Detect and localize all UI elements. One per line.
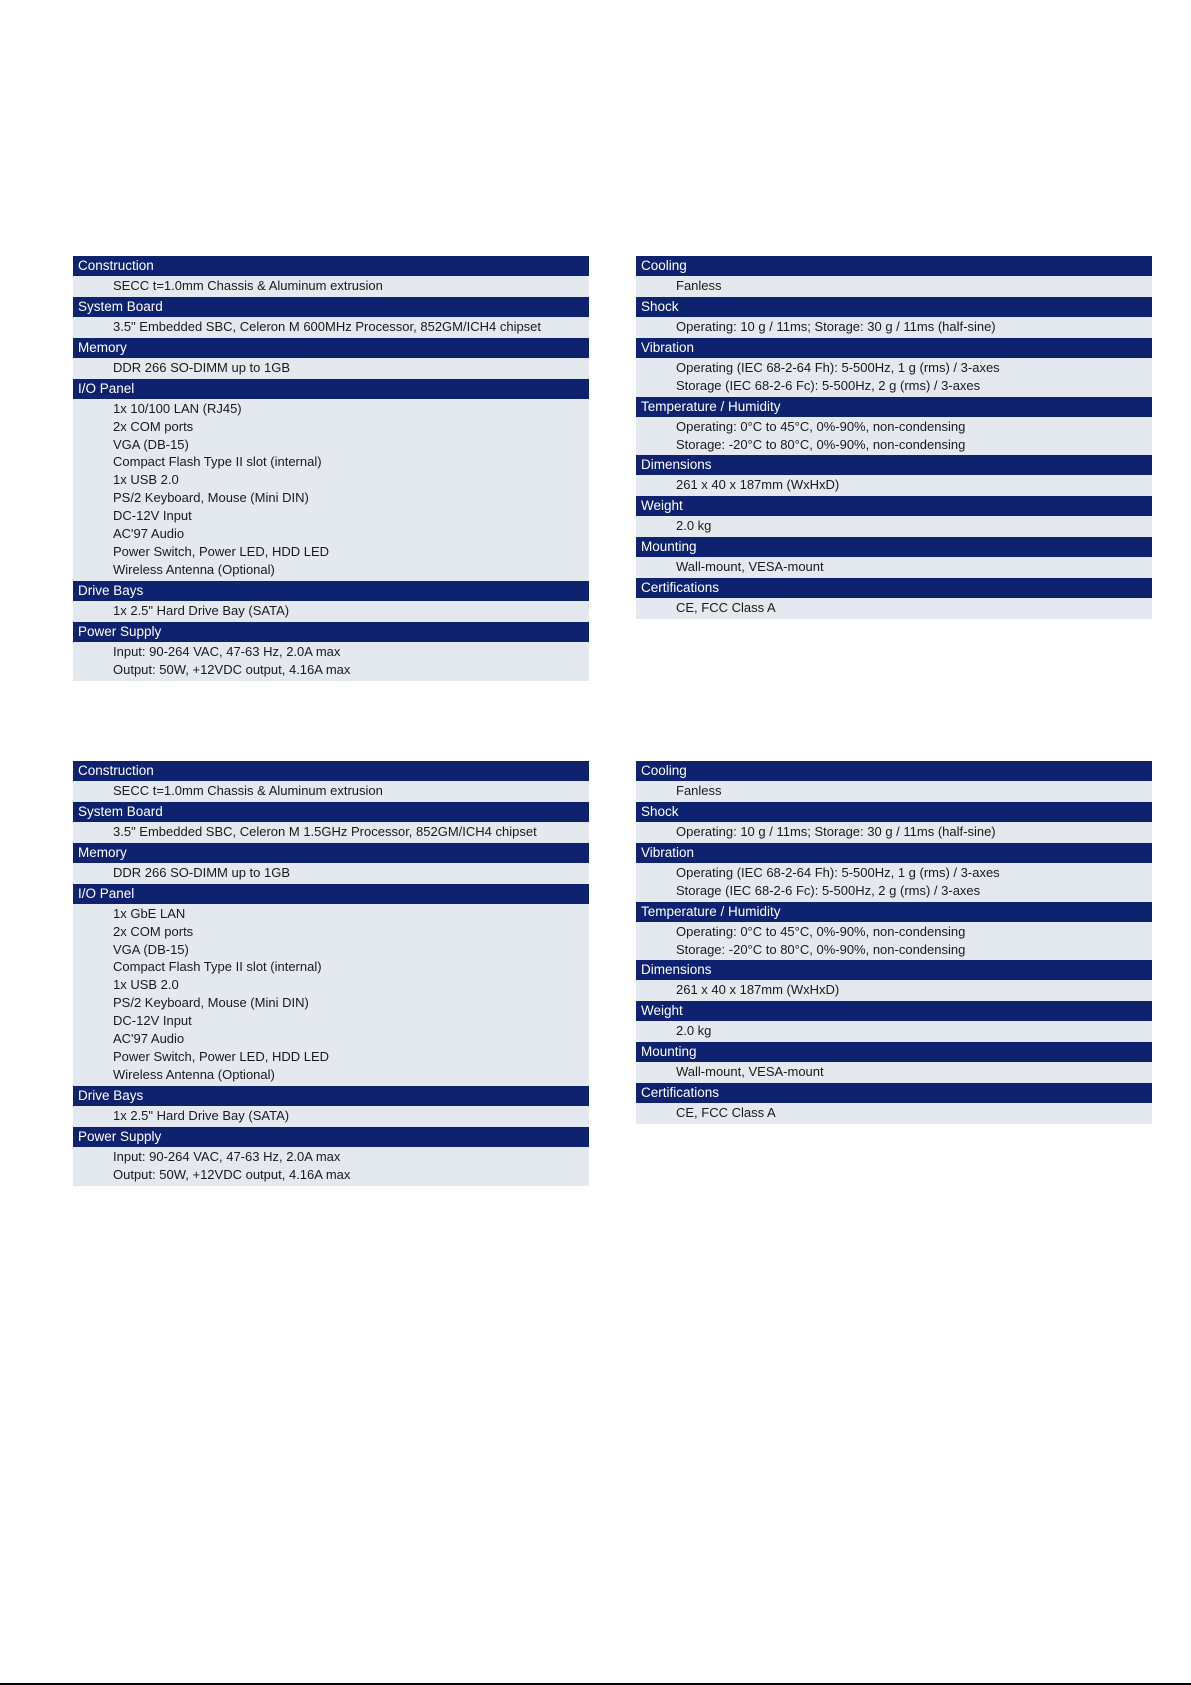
spec-section: [636, 802, 1152, 843]
spec-section-header: I/O Panel: [73, 884, 589, 904]
spec-line: Wall-mount, VESA-mount: [676, 1064, 824, 1080]
spec-line: DC-12V Input: [113, 1013, 192, 1029]
spec-section-body: [636, 922, 1152, 961]
spec-line: CE, FCC Class A: [676, 1105, 776, 1121]
spec-line: 2x COM ports: [113, 418, 194, 434]
spec-section-header: Power Supply: [73, 1127, 589, 1147]
spec-line: PS/2 Keyboard, Mouse (Mini DIN): [113, 490, 309, 506]
spec-section-header: Power Supply: [73, 622, 589, 642]
spec-section-body: [73, 863, 589, 884]
spec-section-header: I/O Panel: [73, 379, 589, 399]
spec-section: [73, 622, 589, 681]
spec-line: Operating: 0°C to 45°C, 0%-90%, non-condensing: [676, 418, 966, 434]
spec-section: [73, 338, 589, 379]
spec-section-header: Memory: [73, 843, 589, 863]
spec-line: Operating: 10 g / 11ms; Storage: 30 g / 11ms (half-sine): [676, 823, 996, 839]
spec-line: 1x 2.5" Hard Drive Bay (SATA): [113, 1107, 290, 1123]
spec-line: Storage: -20°C to 80°C, 0%-90%, non-condensing: [676, 436, 966, 452]
spec-section-header: System Board: [73, 297, 589, 317]
spec-section-body: [73, 399, 589, 581]
spec-section-body: [636, 317, 1152, 338]
spec-section-body: [636, 1062, 1152, 1083]
spec-line: Fanless: [676, 783, 722, 798]
spec-section-body: [636, 557, 1152, 578]
spec-section: [73, 761, 589, 802]
spec-section-body: [636, 417, 1152, 456]
spec-section: [73, 256, 589, 297]
spec-section: [73, 843, 589, 884]
spec-section: [73, 581, 589, 622]
spec-line: 2x COM ports: [113, 923, 194, 939]
spec-line: DC-12V Input: [113, 508, 192, 524]
spec-section-body: [73, 1147, 589, 1186]
spec-line: Operating (IEC 68-2-64 Fh): 5-500Hz, 1 g (rms) / 3-axes: [676, 864, 1000, 880]
spec-line: SECC t=1.0mm Chassis & Aluminum extrusion: [113, 278, 383, 293]
spec-line: 1x USB 2.0: [113, 472, 179, 488]
spec-line: 1x 2.5" Hard Drive Bay (SATA): [113, 602, 290, 618]
spec-line: 1x USB 2.0: [113, 977, 179, 993]
spec-section-body: [73, 642, 589, 681]
spec-line: Input: 90-264 VAC, 47-63 Hz, 2.0A max: [113, 1148, 341, 1164]
spec-section-body: [636, 781, 1152, 802]
spec-section-header: Weight: [636, 1001, 1152, 1021]
spec-section-header: Dimensions: [636, 960, 1152, 980]
spec-table: [73, 256, 589, 681]
spec-table: [73, 761, 589, 1186]
spec-line: Operating: 10 g / 11ms; Storage: 30 g / 11ms (half-sine): [676, 318, 996, 334]
spec-line: 2.0 kg: [676, 518, 712, 534]
spec-section: [636, 455, 1152, 496]
spec-line: DDR 266 SO-DIMM up to 1GB: [113, 359, 290, 375]
spec-section: [636, 338, 1152, 397]
spec-section: [73, 297, 589, 338]
spec-section-header: Cooling: [636, 256, 1152, 276]
spec-line: Wall-mount, VESA-mount: [676, 559, 824, 575]
spec-line: Operating: 0°C to 45°C, 0%-90%, non-condensing: [676, 923, 966, 939]
spec-section: [636, 1083, 1152, 1124]
spec-section-header: Mounting: [636, 537, 1152, 557]
spec-section-header: Certifications: [636, 1083, 1152, 1103]
spec-section-header: Memory: [73, 338, 589, 358]
spec-section-body: [636, 598, 1152, 619]
spec-line: 1x GbE LAN: [113, 905, 186, 921]
spec-line: Compact Flash Type II slot (internal): [113, 454, 322, 470]
spec-line: Wireless Antenna (Optional): [113, 1066, 275, 1082]
spec-section-body: [636, 276, 1152, 297]
spec-line: PS/2 Keyboard, Mouse (Mini DIN): [113, 995, 309, 1011]
spec-section: [636, 397, 1152, 456]
spec-section-header: Temperature / Humidity: [636, 397, 1152, 417]
spec-section-body: [73, 358, 589, 379]
spec-section: [73, 802, 589, 843]
spec-section-body: [636, 1021, 1152, 1042]
spec-section: [73, 884, 589, 1086]
spec-line: 1x 10/100 LAN (RJ45): [113, 400, 242, 416]
spec-section-body: [636, 516, 1152, 537]
spec-section-body: [636, 1103, 1152, 1124]
spec-section-body: [636, 863, 1152, 902]
spec-section-body: [73, 276, 589, 297]
spec-table: [636, 256, 1152, 619]
spec-section: [636, 1042, 1152, 1083]
spec-line: DDR 266 SO-DIMM up to 1GB: [113, 864, 290, 880]
spec-line: SECC t=1.0mm Chassis & Aluminum extrusion: [113, 783, 383, 798]
spec-section-body: [73, 601, 589, 622]
spec-line: Operating (IEC 68-2-64 Fh): 5-500Hz, 1 g (rms) / 3-axes: [676, 359, 1000, 375]
spec-line: AC'97 Audio: [113, 526, 185, 542]
spec-section-body: [73, 822, 589, 843]
spec-section-body: [636, 475, 1152, 496]
spec-line: VGA (DB-15): [113, 436, 189, 452]
spec-section: [636, 1001, 1152, 1042]
spec-line: Compact Flash Type II slot (internal): [113, 959, 322, 975]
spec-section: [636, 537, 1152, 578]
spec-line: 261 x 40 x 187mm (WxHxD): [676, 982, 840, 998]
spec-line: Fanless: [676, 278, 722, 293]
spec-section-header: Temperature / Humidity: [636, 902, 1152, 922]
spec-section: [636, 960, 1152, 1001]
spec-line: Storage: -20°C to 80°C, 0%-90%, non-condensing: [676, 941, 966, 957]
spec-line: 2.0 kg: [676, 1023, 712, 1039]
spec-line: Output: 50W, +12VDC output, 4.16A max: [113, 661, 351, 677]
spec-section-header: Certifications: [636, 578, 1152, 598]
spec-table: [636, 761, 1152, 1124]
spec-section-header: Drive Bays: [73, 581, 589, 601]
spec-section-header: Cooling: [636, 761, 1152, 781]
spec-section-header: Construction: [73, 256, 589, 276]
spec-section-header: Mounting: [636, 1042, 1152, 1062]
spec-section: [636, 843, 1152, 902]
spec-line: VGA (DB-15): [113, 941, 189, 957]
spec-section: [636, 297, 1152, 338]
spec-section: [73, 1086, 589, 1127]
spec-line: Input: 90-264 VAC, 47-63 Hz, 2.0A max: [113, 643, 341, 659]
spec-line: CE, FCC Class A: [676, 600, 776, 616]
spec-section: [73, 1127, 589, 1186]
spec-section-body: [73, 781, 589, 802]
spec-section-body: [73, 1106, 589, 1127]
spec-line: Storage (IEC 68-2-6 Fc): 5-500Hz, 2 g (rms) / 3-axes: [676, 882, 981, 898]
spec-section-body: [636, 980, 1152, 1001]
spec-section: [636, 578, 1152, 619]
spec-section-header: Shock: [636, 802, 1152, 822]
spec-line: Power Switch, Power LED, HDD LED: [113, 543, 330, 559]
spec-section-body: [73, 317, 589, 338]
spec-section-body: [636, 358, 1152, 397]
spec-section-header: Weight: [636, 496, 1152, 516]
spec-line: Wireless Antenna (Optional): [113, 561, 275, 577]
spec-section-header: Shock: [636, 297, 1152, 317]
spec-section: [636, 256, 1152, 297]
spec-section-header: Dimensions: [636, 455, 1152, 475]
spec-section-body: [636, 822, 1152, 843]
spec-line: Storage (IEC 68-2-6 Fc): 5-500Hz, 2 g (rms) / 3-axes: [676, 377, 981, 393]
spec-line: 3.5" Embedded SBC, Celeron M 600MHz Processor, 852GM/ICH4 chipset: [113, 318, 542, 334]
spec-section-body: [73, 904, 589, 1086]
spec-section-header: Vibration: [636, 338, 1152, 358]
spec-line: Power Switch, Power LED, HDD LED: [113, 1048, 330, 1064]
spec-line: AC'97 Audio: [113, 1031, 185, 1047]
spec-section-header: Vibration: [636, 843, 1152, 863]
spec-section: [636, 496, 1152, 537]
spec-section: [636, 761, 1152, 802]
spec-section-header: Construction: [73, 761, 589, 781]
spec-line: Output: 50W, +12VDC output, 4.16A max: [113, 1166, 351, 1182]
spec-section-header: Drive Bays: [73, 1086, 589, 1106]
spec-section-header: System Board: [73, 802, 589, 822]
spec-section: [636, 902, 1152, 961]
spec-line: 261 x 40 x 187mm (WxHxD): [676, 477, 840, 493]
spec-section: [73, 379, 589, 581]
spec-line: 3.5" Embedded SBC, Celeron M 1.5GHz Processor, 852GM/ICH4 chipset: [113, 823, 537, 839]
